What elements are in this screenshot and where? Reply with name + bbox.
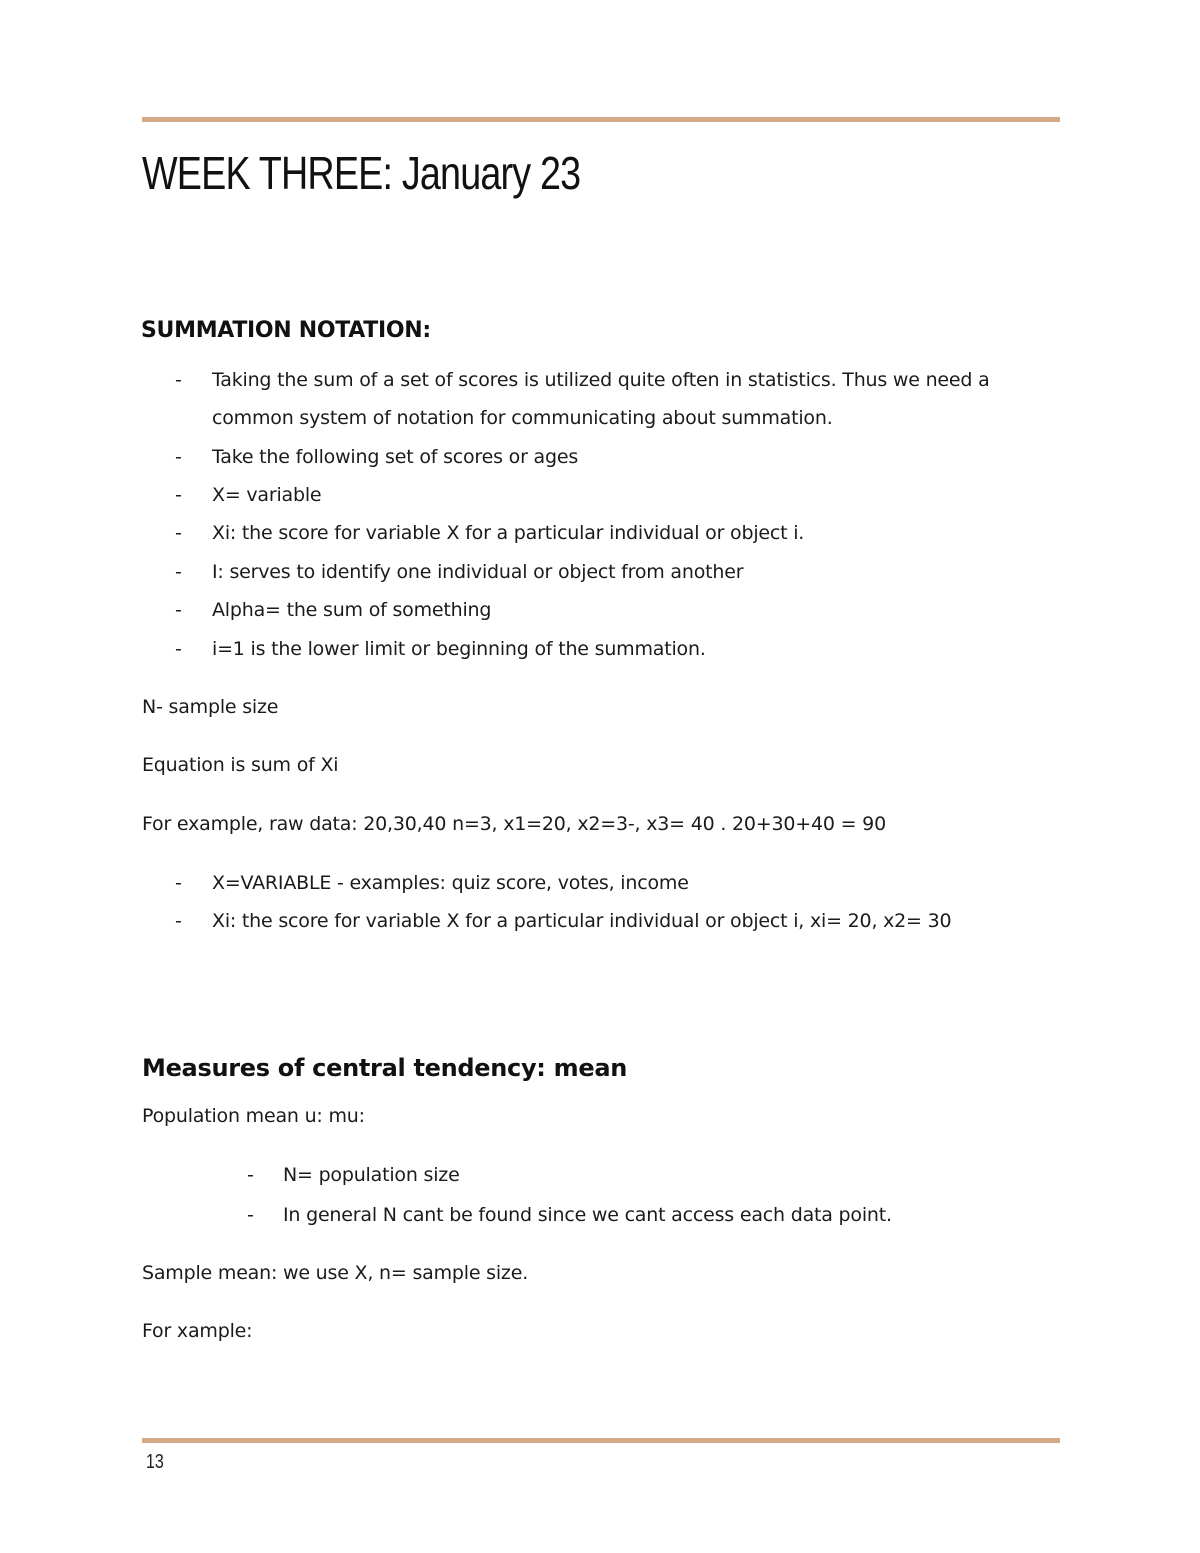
bullet-dash: - [247,1204,254,1226]
page-title: WEEK THREE: January 23 [142,147,581,199]
bullet-text: Alpha= the sum of something [212,599,492,621]
bullet-text: X= variable [212,484,322,506]
bullet-text-continued: common system of notation for communicating about summation. [212,407,833,429]
bullet-dash: - [175,599,182,621]
bullet-text: Xi: the score for variable X for a particular individual or object i, xi= 20, x2= 30 [212,910,952,932]
bullet-dash: - [175,561,182,583]
paragraph-equation: Equation is sum of Xi [142,754,339,776]
bullet-dash: - [175,910,182,932]
bullet-text: Xi: the score for variable X for a particular individual or object i. [212,522,805,544]
bullet-dash: - [175,522,182,544]
bullet-dash: - [175,484,182,506]
section-heading-central-tendency: Measures of central tendency: mean [142,1054,628,1082]
footer-rule [142,1438,1060,1443]
paragraph-for-example: For xample: [142,1320,253,1342]
header-rule [142,117,1060,122]
paragraph-sample-size: N- sample size [142,696,279,718]
section-heading-summation: SUMMATION NOTATION: [141,318,431,343]
bullet-dash: - [175,446,182,468]
bullet-dash: - [175,638,182,660]
bullet-dash: - [175,369,182,391]
bullet-text: Take the following set of scores or ages [212,446,579,468]
paragraph-example: For example, raw data: 20,30,40 n=3, x1=20, x2=3-, x3= 40 . 20+30+40 = 90 [142,813,886,835]
bullet-text: X=VARIABLE - examples: quiz score, votes, income [212,872,689,894]
bullet-text: I: serves to identify one individual or object from another [212,561,744,583]
bullet-text: i=1 is the lower limit or beginning of the summation. [212,638,706,660]
paragraph-sample-mean: Sample mean: we use X, n= sample size. [142,1262,529,1284]
bullet-dash: - [175,872,182,894]
bullet-text: Taking the sum of a set of scores is utilized quite often in statistics. Thus we need a [212,369,990,391]
bullet-dash: - [247,1164,254,1186]
bullet-text: In general N cant be found since we cant access each data point. [283,1204,892,1226]
bullet-text: N= population size [283,1164,460,1186]
page-number: 13 [146,1451,164,1473]
paragraph-population-mean: Population mean u: mu: [142,1105,365,1127]
